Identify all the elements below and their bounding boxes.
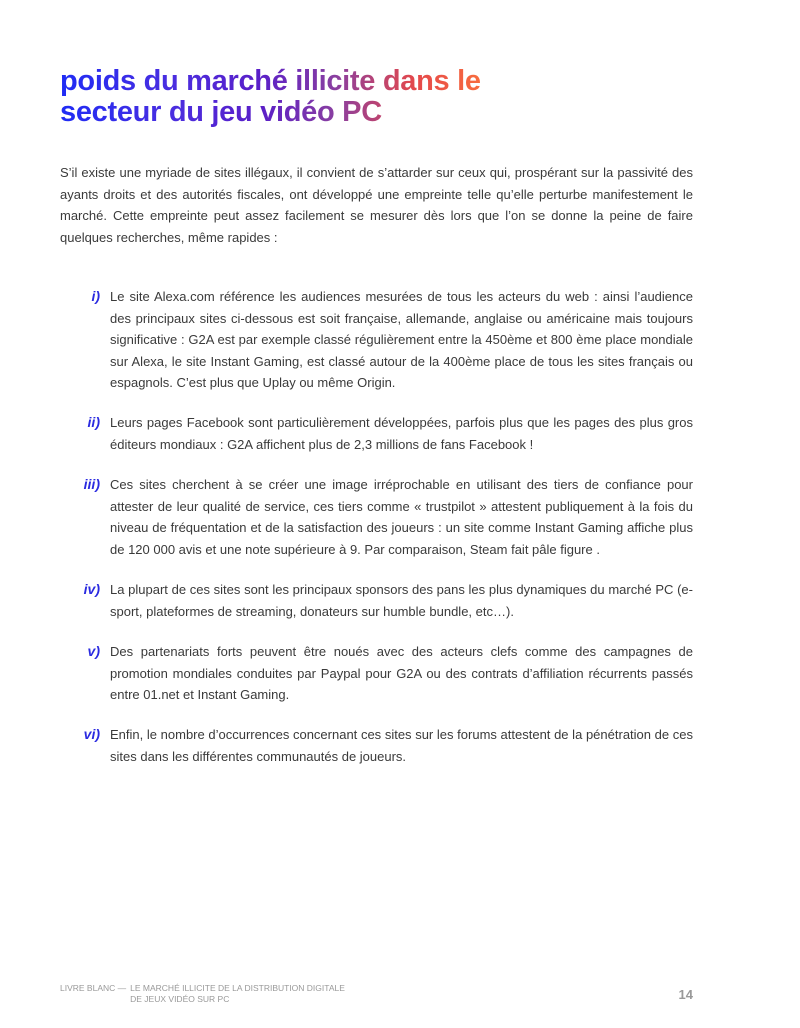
list-item bbox=[60, 412, 693, 455]
list-numeral: iii) bbox=[83, 476, 100, 492]
list-text: Le site Alexa.com référence les audiences mesurées de tous les acteurs du web : ainsi l’audience des principaux sites ci-dessous est soit française, allemande, anglaise ou américaine mais toujours significative : G2A est par exemple classé régulièrement entre la 450ème et 800 ème place mondiale sur Alexa, le site Instant Gaming, est classé autour de la 400ème place de tous les sites français ou espagnols. C’est plus que Uplay ou même Origin. bbox=[110, 289, 693, 391]
list-item bbox=[60, 474, 693, 560]
list-numeral: i) bbox=[91, 288, 100, 304]
intro-paragraph: S’il existe une myriade de sites illégaux, il convient de s’attarder sur ceux qui, prospérant sur la passivité des ayants droits et des autorités fiscales, ont développé une empreinte telle qu’elle perturbe manifestement le marché. Cette empreinte peut assez facilement se mesurer dès lors que l’on se donne la peine de faire quelques recherches, même rapides : bbox=[60, 165, 693, 245]
list-numeral: vi) bbox=[83, 726, 100, 742]
list-text: Leurs pages Facebook sont particulièrement développées, parfois plus que les pages des plus gros éditeurs mondiaux : G2A affichent plus de 2,3 millions de fans Facebook ! bbox=[110, 415, 693, 452]
list-item bbox=[60, 579, 693, 622]
list-text: La plupart de ces sites sont les principaux sponsors des pans les plus dynamiques du marché PC (e-sport, plateformes de streaming, donateurs sur humble bundle, etc…). bbox=[110, 582, 693, 619]
list-text: Enfin, le nombre d’occurrences concernant ces sites sur les forums attestent de la pénétration de ces sites dans les différentes communautés de joueurs. bbox=[110, 727, 693, 764]
page-title: poids du marché illicite dans le secteur du jeu vidéo PC bbox=[60, 66, 505, 128]
footer bbox=[60, 983, 345, 1005]
footer-label: LIVRE BLANC — bbox=[60, 983, 127, 993]
list-text: Des partenariats forts peuvent être noués avec des acteurs clefs comme des campagnes de promotion mondiales conduites par Paypal pour G2A ou des contrats d’affiliation récurrents passés entre 01.net et Instant Gaming. bbox=[110, 644, 693, 703]
footer-line-1: LE MARCHÉ ILLICITE DE LA DISTRIBUTION DIGITALE bbox=[130, 983, 345, 993]
list-numeral: v) bbox=[87, 643, 100, 659]
list-item bbox=[60, 641, 693, 706]
footer-line-2: DE JEUX VIDÉO SUR PC bbox=[130, 994, 230, 1004]
list-numeral: ii) bbox=[87, 414, 100, 430]
page-number: 14 bbox=[678, 987, 693, 1002]
list-item bbox=[60, 286, 693, 394]
list-numeral: iv) bbox=[83, 581, 100, 597]
list-item bbox=[60, 724, 693, 767]
list-text: Ces sites cherchent à se créer une image irréprochable en utilisant des tiers de confiance pour attester de leur qualité de service, ces tiers comme « trustpilot » attestent publiquement à la fois du niveau de fréquentation et de la satisfaction des joueurs : un site comme Instant Gaming affiche plus de 120 000 avis et une note supérieure à 9. Par comparaison, Steam fait pâle figure . bbox=[110, 477, 693, 557]
